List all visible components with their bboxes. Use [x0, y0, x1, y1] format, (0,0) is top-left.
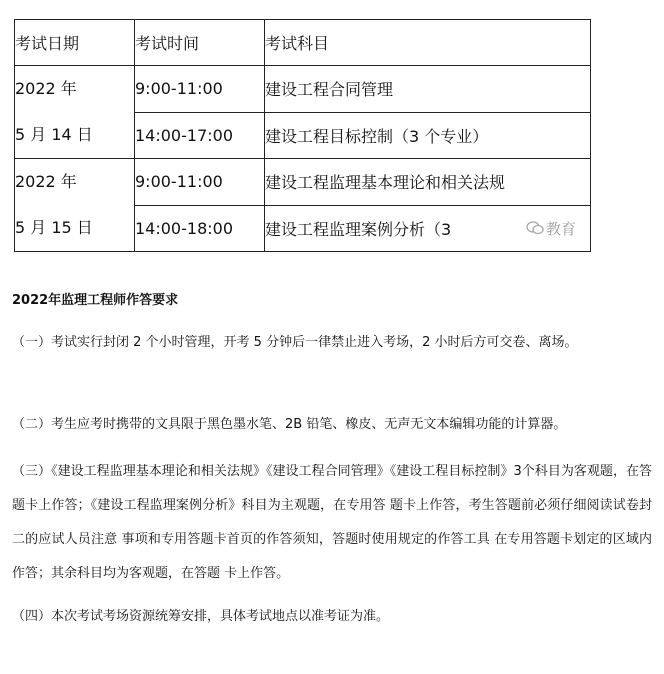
wechat-icon	[526, 221, 544, 235]
subject-cell	[265, 205, 591, 252]
subject-text: 建设工程监理案例分析（3	[265, 219, 452, 239]
table-header-row	[15, 20, 591, 66]
time-cell: 9:00-11:00	[135, 159, 265, 206]
time-cell: 14:00-18:00	[135, 205, 265, 252]
subject-cell: 建设工程监理基本理论和相关法规	[265, 159, 591, 206]
requirement-paragraph-1: （一）考试实行封闭 2 个小时管理，开考 5 分钟后一律禁止进入考场，2 小时后方可交卷、离场。	[12, 335, 578, 350]
header-exam-time: 考试时间	[135, 20, 265, 66]
date-day: 5 月 14 日	[15, 125, 93, 144]
exam-schedule-table	[14, 19, 591, 252]
time-cell: 9:00-11:00	[135, 66, 265, 113]
subject-cell: 建设工程合同管理	[265, 66, 591, 113]
date-year: 2022 年	[15, 79, 77, 98]
date-cell	[15, 66, 135, 159]
date-cell	[15, 159, 135, 252]
requirement-paragraph-3: （三）《建设工程监理基本理论和相关法规》《建设工程合同管理》《建设工程目标控制》3个科目为客观题，在答题卡上作答；《建设工程监理案例分析》科目为主观题，在专用答 题卡上作答，考生答题前必须仔细阅读试卷封二的应试人员注意 事项和专用答题卡首页的作答须知，答题时使用规定的作答工具 在专用答题卡划定的区域内作答；其余科目均为客观题，在答题 卡上作答。	[12, 464, 652, 581]
date-year: 2022 年	[15, 172, 77, 191]
header-exam-date: 考试日期	[15, 20, 135, 66]
table-row	[15, 159, 591, 206]
watermark	[526, 218, 576, 239]
subject-cell: 建设工程目标控制（3 个专业）	[265, 112, 591, 159]
watermark-text: 教育	[545, 219, 576, 238]
time-cell: 14:00-17:00	[135, 112, 265, 159]
requirement-paragraph-4: （四）本次考试考场资源统筹安排，具体考试地点以准考证为准。	[12, 609, 390, 624]
section-heading: 2022年监理工程师作答要求	[12, 293, 179, 308]
header-exam-subject: 考试科目	[265, 20, 591, 66]
date-day: 5 月 15 日	[15, 218, 93, 237]
requirement-paragraph-2: （二）考生应考时携带的文具限于黑色墨水笔、2B 铅笔、橡皮、无声无文本编辑功能的计算器。	[12, 417, 567, 432]
table-row	[15, 66, 591, 113]
